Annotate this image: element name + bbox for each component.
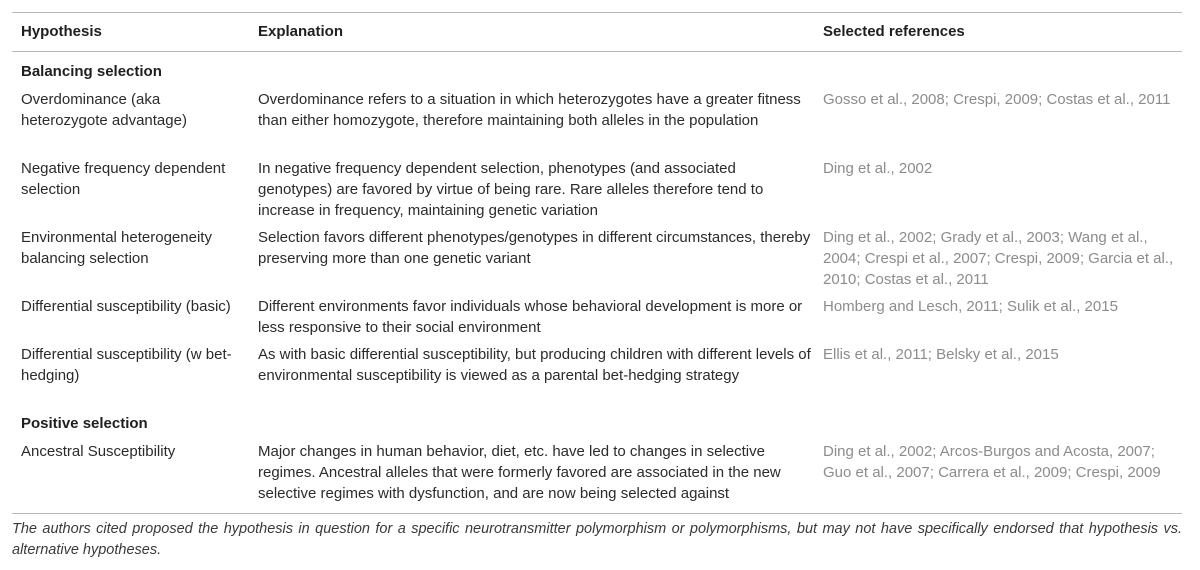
table-row	[12, 344, 1182, 407]
explanation-cell: As with basic differential susceptibility, but producing children with different levels of environmental susceptibility is viewed as a parental bet-hedging strategy	[258, 346, 811, 384]
explanation-cell: Overdominance refers to a situation in which heterozygotes have a greater fitness than either homozygote, therefore maintaining both alleles in the population	[258, 91, 801, 129]
explanation-cell: Selection favors different phenotypes/genotypes in different circumstances, thereby preserving more than one genetic variant	[258, 229, 811, 267]
table-row	[12, 89, 1182, 152]
header-hypothesis: Hypothesis	[21, 23, 102, 40]
table-row	[12, 296, 1182, 338]
references-cell: Ellis et al., 2011; Belsky et al., 2015	[823, 346, 1059, 363]
table-row	[12, 227, 1182, 290]
references-cell: Ding et al., 2002; Grady et al., 2003; Wang et al., 2004; Crespi et al., 2007; Crespi, 2009; Garcia et al., 2010; Costas et al., 2011	[823, 229, 1174, 288]
table-footnote: The authors cited proposed the hypothesis in question for a specific neurotransmitter polymorphism or polymorphisms, but may not have specifically endorsed that hypothesis vs. alternative hypotheses.	[12, 513, 1182, 561]
hypothesis-cell: Environmental heterogeneity balancing selection	[21, 229, 212, 267]
section-title-balancing: Balancing selection	[21, 63, 162, 80]
references-cell: Ding et al., 2002; Arcos-Burgos and Acosta, 2007; Guo et al., 2007; Carrera et al., 2009; Crespi, 2009	[823, 443, 1161, 481]
header-references: Selected references	[823, 23, 965, 40]
section-title-positive: Positive selection	[21, 415, 148, 432]
hypothesis-cell: Ancestral Susceptibility	[21, 443, 176, 460]
table-header	[12, 12, 1182, 52]
references-cell: Gosso et al., 2008; Crespi, 2009; Costas et al., 2011	[823, 91, 1171, 108]
explanation-cell: In negative frequency dependent selection, phenotypes (and associated genotypes) are favored by virtue of being rare. Rare alleles therefore tend to increase in frequency, maintaining genetic variation	[258, 160, 764, 219]
explanation-cell: Different environments favor individuals whose behavioral development is more or less responsive to their social environment	[258, 298, 803, 336]
hypothesis-cell: Differential susceptibility (w bet-hedging)	[21, 346, 232, 384]
references-cell: Homberg and Lesch, 2011; Sulik et al., 2015	[823, 298, 1118, 315]
header-explanation: Explanation	[258, 23, 344, 40]
explanation-cell: Major changes in human behavior, diet, etc. have led to changes in selective regimes. Ancestral alleles that were formerly favored are associated in the new selective regimes with dysfunction, and are now being selected against	[258, 443, 781, 502]
hypothesis-cell: Overdominance (aka heterozygote advantage)	[21, 91, 187, 129]
hypothesis-cell: Negative frequency dependent selection	[21, 160, 226, 198]
table-row	[12, 441, 1182, 504]
references-cell: Ding et al., 2002	[823, 160, 933, 177]
hypothesis-cell: Differential susceptibility (basic)	[21, 298, 231, 315]
hypotheses-table	[12, 12, 1182, 504]
table-row	[12, 158, 1182, 221]
